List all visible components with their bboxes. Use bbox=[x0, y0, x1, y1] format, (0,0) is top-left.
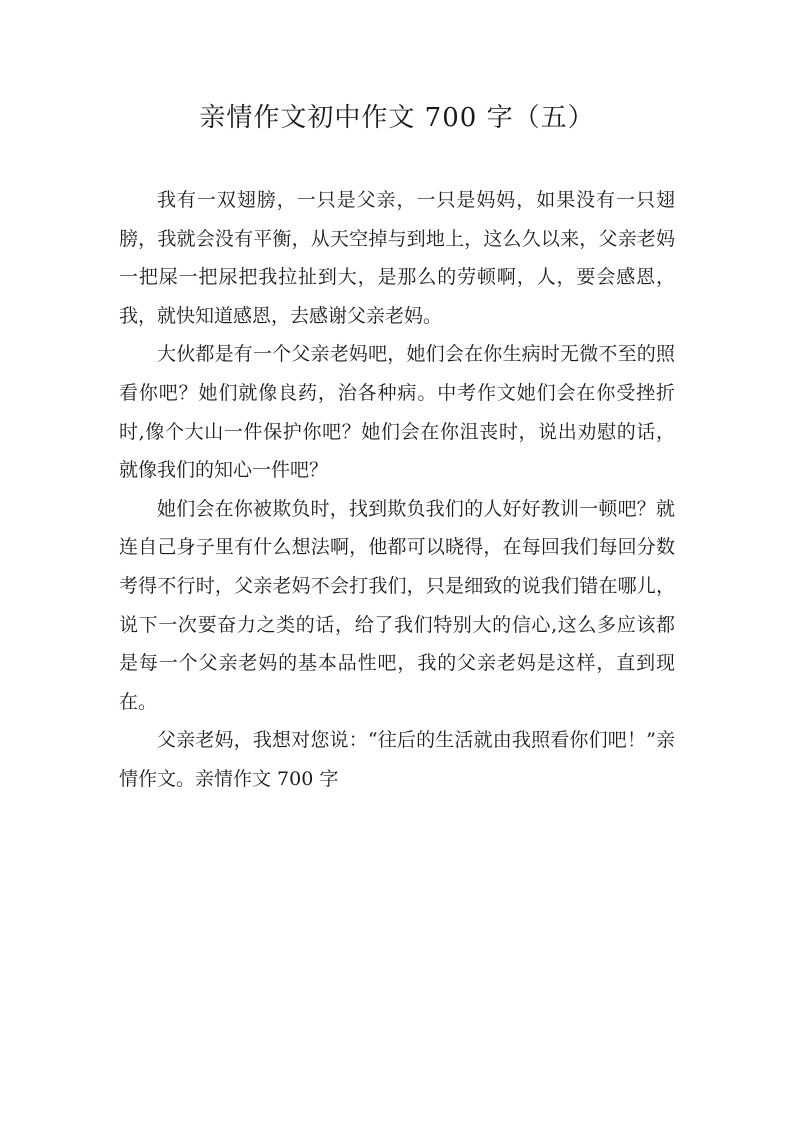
paragraph: 父亲老妈，我想对您说：“往后的生活就由我照看你们吧！”亲情作文。亲情作文 700 字 bbox=[119, 729, 675, 790]
paragraph: 大伙都是有一个父亲老妈吧，她们会在你生病时无微不至的照看你吧？她们就像良药，治各种病。中考作文她们会在你受挫折时,像个大山一件保护你吧？她们会在你沮丧时，说出劝慰的话，就像我们的知心一件吧？ bbox=[119, 343, 675, 482]
paragraph: 她们会在你被欺负时，找到欺负我们的人好好教训一顿吧？就连自己身子里有什么想法啊，他都可以晓得，在每回我们每回分数考得不行时，父亲老妈不会打我们，只是细致的说我们错在哪儿，说下一次要奋力之类的话，给了我们特别大的信心,这么多应该都是每一个父亲老妈的基本品性吧，我的父亲老妈是这样，直到现在。 bbox=[119, 497, 675, 713]
document-title: 亲情作文初中作文 700 字（五） bbox=[199, 103, 595, 133]
document-body bbox=[119, 181, 675, 799]
paragraph: 我有一双翅膀，一只是父亲，一只是妈妈，如果没有一只翅膀，我就会没有平衡，从天空掉与到地上，这么久以来，父亲老妈一把屎一把尿把我拉扯到大，是那么的劳顿啊，人，要会感恩，我，就快知道感恩，去感谢父亲老妈。 bbox=[119, 189, 675, 327]
